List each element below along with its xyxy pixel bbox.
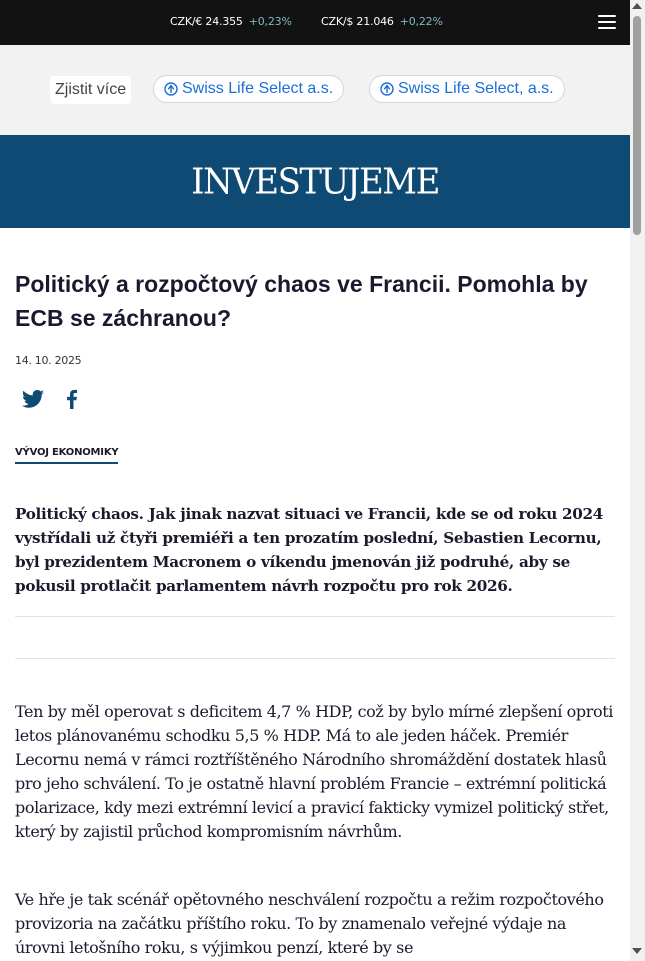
divider bbox=[15, 616, 615, 617]
site-logo[interactable]: INVESTUJEME bbox=[191, 161, 439, 203]
ticker-eur-value: CZK/€ 24.355 bbox=[170, 15, 243, 28]
ad-chip-1-label: Swiss Life Select a.s. bbox=[182, 80, 334, 97]
scroll-up-arrow-icon[interactable] bbox=[632, 3, 642, 9]
twitter-icon[interactable] bbox=[21, 387, 45, 411]
ticker-usd-change: +0,22% bbox=[399, 15, 443, 28]
hamburger-icon[interactable] bbox=[596, 13, 618, 33]
scrollbar[interactable] bbox=[630, 0, 645, 961]
article-date: 14. 10. 2025 bbox=[15, 354, 82, 367]
scrollbar-thumb[interactable] bbox=[633, 16, 641, 235]
ticker-item-usd bbox=[321, 15, 443, 28]
divider bbox=[15, 658, 615, 659]
facebook-icon[interactable] bbox=[60, 387, 84, 411]
ad-chip-2-label: Swiss Life Select, a.s. bbox=[398, 80, 554, 97]
ad-chip-1[interactable] bbox=[153, 75, 344, 103]
scroll-down-arrow-icon[interactable] bbox=[632, 948, 642, 954]
article-paragraph: Ten by měl operovat s deficitem 4,7 % HDP, což by bylo mírné zlepšení oproti letos plánovanému schodku 5,5 % HDP. Má to ale jeden háček. Premiér Lecornu nemá v rámci roztříštěného Národního shromáždění dostatek hlasů pro jeho schválení. To je ostatně hlavní problém Francie – extrémní politická polarizace, kdy mezi extrémní levicí a pravicí fakticky vymizel politický střet, který by zajistil průchod kompromisním návrhům. bbox=[15, 702, 613, 841]
arrow-circle-icon bbox=[380, 82, 394, 96]
category-link[interactable]: VÝVOJ EKONOMIKY bbox=[15, 447, 118, 464]
ad-chip-2[interactable] bbox=[369, 75, 565, 103]
article-title: Politický a rozpočtový chaos ve Francii. Pomohla by ECB se záchranou? bbox=[15, 271, 588, 331]
article-lead: Politický chaos. Jak jinak nazvat situaci ve Francii, kde se od roku 2024 vystřídali už čtyři premiéři a ten prozatím poslední, Sebastien Lecornu, byl prezidentem Macronem o víkendu jmenován již podruhé, aby se pokusil protlačit parlamentem návrh rozpočtu pro rok 2026. bbox=[15, 505, 604, 595]
ticker-eur-change: +0,23% bbox=[248, 15, 292, 28]
site-header bbox=[0, 135, 630, 228]
ticker-usd-value: CZK/$ 21.046 bbox=[321, 15, 394, 28]
ticker-item-eur bbox=[170, 15, 292, 28]
ad-banner bbox=[0, 45, 630, 135]
article-paragraph: Ve hře je tak scénář opětovného neschválení rozpočtu a režim rozpočtového provizoria na začátku příštího roku. To by znamenalo veřejné výdaje na úrovni letošního roku, s výjimkou penzí, které by se bbox=[15, 890, 604, 957]
ad-more-link[interactable]: Zjistit více bbox=[50, 76, 131, 104]
currency-ticker bbox=[0, 0, 630, 45]
arrow-circle-icon bbox=[164, 82, 178, 96]
